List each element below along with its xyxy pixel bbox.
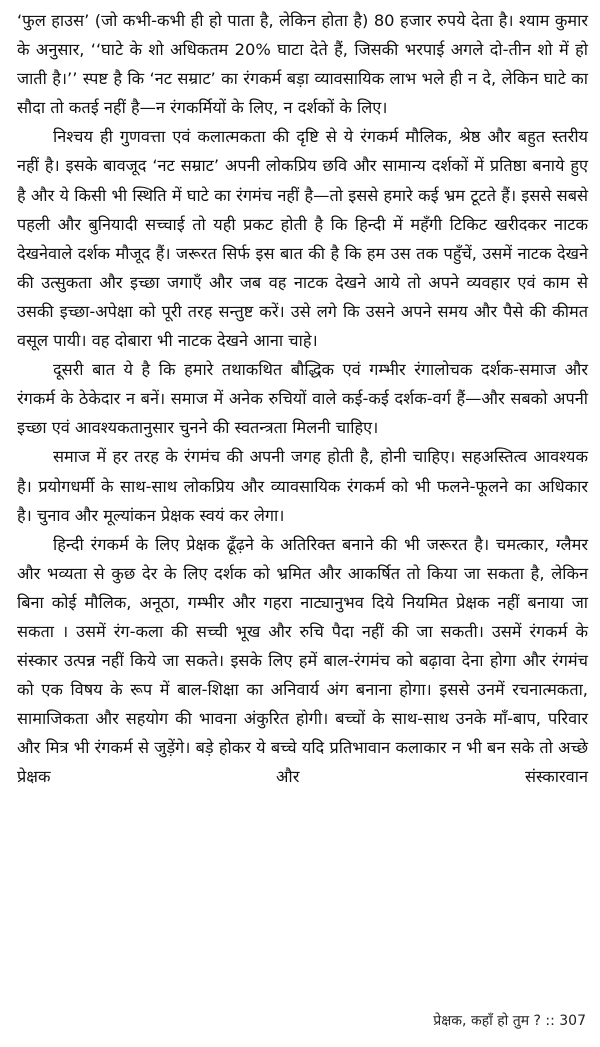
page-body	[17, 6, 588, 792]
page-footer	[433, 1011, 586, 1031]
paragraph-3: दूसरी बात ये है कि हमारे तथाकथित बौद्धिक एवं गम्भीर रंगालोचक दर्शक-समाज और रंगकर्म के ठेकेदार न बनें। समाज में अनेक रुचियों वाले कई-कई दर्शक-वर्ग हैं—और सबको अपनी इच्छा एवं आवश्यकतानुसार चुनने की स्वतन्त्रता मिलनी चाहिए।	[17, 360, 588, 438]
paragraph-5: हिन्दी रंगकर्म के लिए प्रेक्षक ढूँढ़ने के अतिरिक्त बनाने की भी जरूरत है। चमत्कार, ग्लैमर और भव्यता से कुछ देर के लिए दर्शक को भ्रमित और आकर्षित तो किया जा सकता है, लेकिन बिना कोई मौलिक, अनूठा, गम्भीर और गहरा नाट्यानुभव दिये नियमित प्रेक्षक नहीं बनाया जा सकता । उसमें रंग-कला की सच्ची भूख और रुचि पैदा नहीं की जा सकती। उसमें रंगकर्म के संस्कार उत्पन्न नहीं किये जा सकते। इसके लिए हमें बाल-रंगमंच को बढ़ावा देना होगा और रंगमंच को एक विषय के रूप में बाल-शिक्षा का अनिवार्य अंग बनाना होगा। इससे उनमें रचनात्मकता, सामाजिकता और सहयोग की भावना अंकुरित होगी। बच्चों के साथ-साथ उनके माँ-बाप, परिवार और मित्र भी रंगकर्म से जुड़ेंगे। बड़े होकर ये बच्चे यदि प्रतिभावान कलाकार न भी बन सके तो अच्छे प्रेक्षक और संस्कारवान	[17, 534, 588, 787]
paragraph-4: समाज में हर तरह के रंगमंच की अपनी जगह होती है, होनी चाहिए। सहअस्तित्व आवश्यक है। प्रयोगधर्मी के साथ-साथ लोकप्रिय और व्यावसायिक रंगकर्म को भी फलने-फूलने का अधिकार है। चुनाव और मूल्यांकन प्रेक्षक स्वयं कर लेगा।	[17, 447, 588, 525]
paragraph-2: निश्चय ही गुणवत्ता एवं कलात्मकता की दृष्टि से ये रंगकर्म मौलिक, श्रेष्ठ और बहुत स्तरीय नहीं है। इसके बावजूद ‘नट सम्राट’ अपनी लोकप्रिय छवि और सामान्य दर्शकों में प्रतिष्ठा बनाये हुए है और ये किसी भी स्थिति में घाटे का रंगमंच नहीं है—तो इससे हमारे कई भ्रम टूटते हैं। इससे सबसे पहली और बुनियादी सच्चाई तो यही प्रकट होती है कि हिन्दी में महँगी टिकिट खरीदकर नाटक देखनेवाले दर्शक मौजूद हैं। जरूरत सिर्फ इस बात की है कि हम उस तक पहुँचें, उसमें नाटक देखने की उत्सुकता और इच्छा जगाएँ और जब वह नाटक देखने आये तो अपने व्यवहार एवं काम से उसकी इच्छा-अपेक्षा को पूरी तरह सन्तुष्ट करें। उसे लगे कि उसने अपने समय और पैसे की कीमत वसूल पायी। वह दोबारा भी नाटक देखने आना चाहे।	[17, 127, 588, 351]
running-title-and-page-number: प्रेक्षक, कहाँ हो तुम ? :: 307	[433, 1013, 586, 1029]
paragraph-1: ‘फुल हाउस’ (जो कभी-कभी ही हो पाता है, लेकिन होता है) 80 हजार रुपये देता है। श्याम कुमार के अनुसार, ‘‘घाटे के शो अधिकतम 20% घाटा देते हैं, जिसकी भरपाई अगले दो-तीन शो में हो जाती है।’’ स्पष्ट है कि ‘नट सम्राट’ का रंगकर्म बड़ा व्यावसायिक लाभ भले ही न दे, लेकिन घाटे का सौदा तो कतई नहीं है—न रंगकर्मियों के लिए, न दर्शकों के लिए।	[17, 11, 588, 118]
